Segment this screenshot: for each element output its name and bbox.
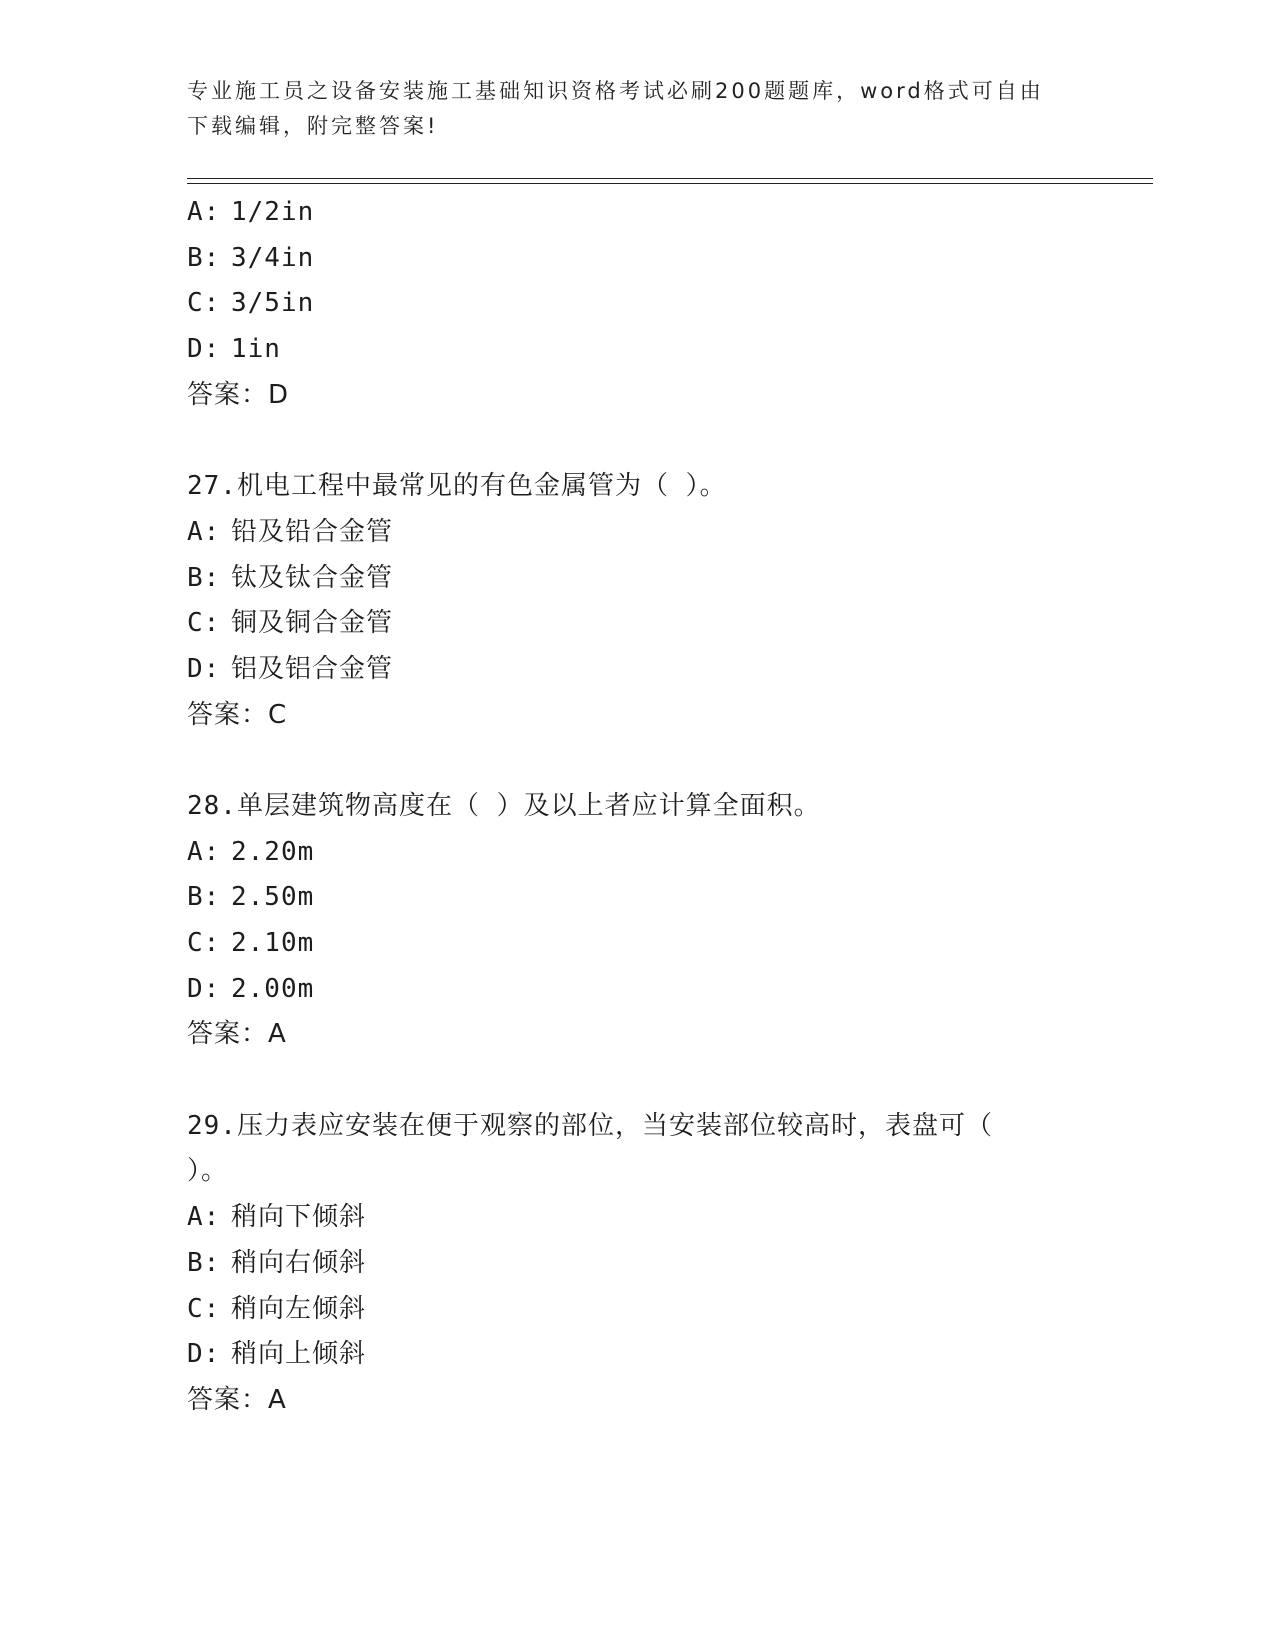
question-29: 29.压力表应安装在便于观察的部位，当安装部位较高时，表盘可（ <box>187 1110 993 1141</box>
option-d: D: 铝及铝合金管 <box>187 653 394 684</box>
answer-line: 答案：A <box>187 1384 287 1415</box>
option-c: C: 铜及铜合金管 <box>187 608 394 639</box>
header-divider-top <box>187 178 1153 179</box>
option-a: A: 稍向下倾斜 <box>187 1202 367 1233</box>
option-d: D: 1in <box>187 334 281 365</box>
option-d: D: 2.00m <box>187 973 315 1004</box>
answer-line: 答案：D <box>187 379 290 410</box>
option-b: B: 2.50m <box>187 882 315 913</box>
option-c: C: 稍向左倾斜 <box>187 1293 367 1324</box>
document-header: 专业施工员之设备安装施工基础知识资格考试必刷200题题库，word格式可自由 下载编辑，附完整答案! <box>187 79 1044 138</box>
answer-line: 答案：A <box>187 1019 287 1050</box>
option-a: A: 2.20m <box>187 836 315 867</box>
option-a: A: 铅及铅合金管 <box>187 516 394 547</box>
option-b: B: 稍向右倾斜 <box>187 1247 367 1278</box>
option-b: B: 3/4in <box>187 242 315 273</box>
answer-line: 答案：C <box>187 699 288 730</box>
option-a: A: 1/2in <box>187 197 315 227</box>
option-c: C: 3/5in <box>187 288 315 319</box>
option-c: C: 2.10m <box>187 928 315 958</box>
question-list <box>187 190 1107 1424</box>
question-28: 28.单层建筑物高度在（ ）及以上者应计算全面积。 <box>187 790 821 821</box>
question-29-continued: ）。 <box>187 1156 229 1187</box>
option-d: D: 稍向上倾斜 <box>187 1339 367 1370</box>
header-divider-bottom <box>187 183 1153 184</box>
option-b: B: 钛及钛合金管 <box>187 562 394 593</box>
question-27: 27.机电工程中最常见的有色金属管为（ ）。 <box>187 471 727 502</box>
